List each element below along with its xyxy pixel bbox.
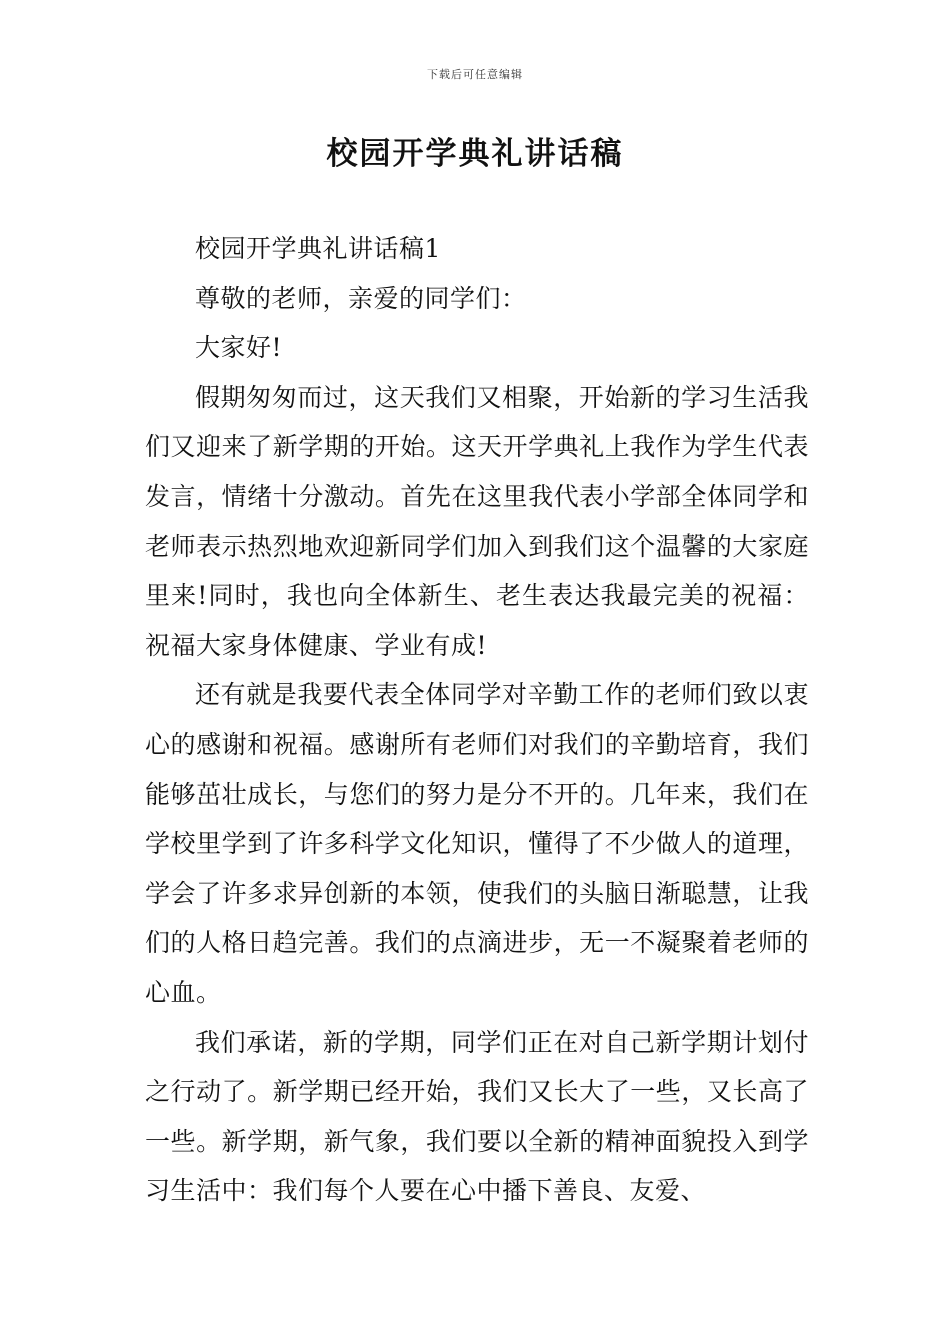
document-title: 校园开学典礼讲话稿	[326, 136, 624, 172]
paragraph-body-2: 还有就是我要代表全体同学对辛勤工作的老师们致以衷心的感谢和祝福。感谢所有老师们对我们的辛勤培育，我们能够茁壮成长，与您们的努力是分不开的。几年来，我们在学校里学到了许多科学文化知识，懂得了不少做人的道理，学会了许多求异创新的本领，使我们的头脑日渐聪慧，让我们的人格日趋完善。我们的点滴进步，无一不凝聚着老师的心血。	[145, 680, 809, 1007]
paragraph-greeting: 大家好!	[195, 333, 283, 363]
document-body	[145, 224, 809, 1216]
paragraph-salutation: 尊敬的老师，亲爱的同学们：	[195, 283, 527, 313]
paragraph-body-3: 我们承诺，新的学期，同学们正在对自己新学期计划付之行动了。新学期已经开始，我们又长大了一些，又长高了一些。新学期，新气象，我们要以全新的精神面貌投入到学习生活中：我们每个人要在心中播下善良、友爱、	[145, 1027, 809, 1206]
header-note: 下载后可任意编辑	[427, 68, 523, 81]
paragraph-subtitle: 校园开学典礼讲话稿1	[195, 234, 441, 263]
paragraph-body-1: 假期匆匆而过，这天我们又相聚，开始新的学习生活我们又迎来了新学期的开始。这天开学典礼上我作为学生代表发言，情绪十分激动。首先在这里我代表小学部全体同学和老师表示热烈地欢迎新同学们加入到我们这个温馨的大家庭里来!同时，我也向全体新生、老生表达我最完美的祝福：祝福大家身体健康、学业有成!	[145, 382, 809, 660]
